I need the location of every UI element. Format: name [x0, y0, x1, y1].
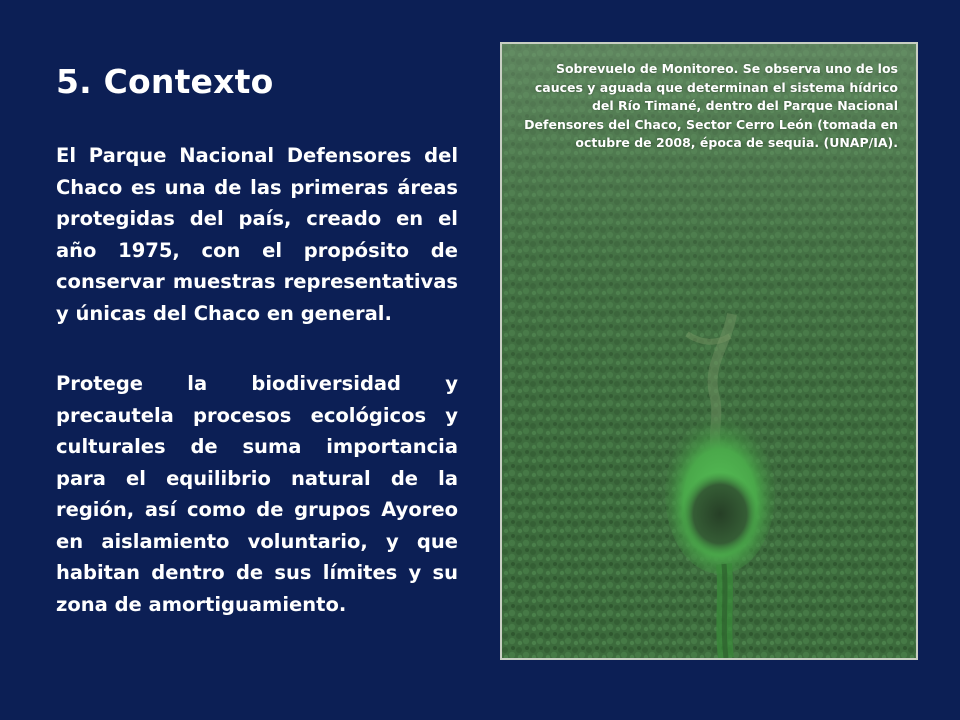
slide-title: 5. Contexto	[56, 62, 274, 101]
aerial-photo	[500, 42, 918, 660]
context-paragraph-1: El Parque Nacional Defensores del Chaco es una de las primeras áreas protegidas del país, creado en el año 1975, con el propósito de conservar muestras representativas y únicas del Chaco en general.	[56, 144, 458, 325]
photo-caption: Sobrevuelo de Monitoreo. Se observa uno de los cauces y aguada que determinan el sistema hídrico del Río Timané, dentro del Parque Nacional Defensores del Chaco, Sector Cerro León (tomada en octubre de 2008, época de sequia. (UNAP/IA).	[524, 61, 898, 150]
context-paragraph-2: Protege la biodiversidad y precautela procesos ecológicos y culturales de suma importancia para el equilibrio natural de la región, así como de grupos Ayoreo en aislamiento voluntario, y que habitan dentro de sus límites y su zona de amortiguamiento.	[56, 372, 458, 616]
